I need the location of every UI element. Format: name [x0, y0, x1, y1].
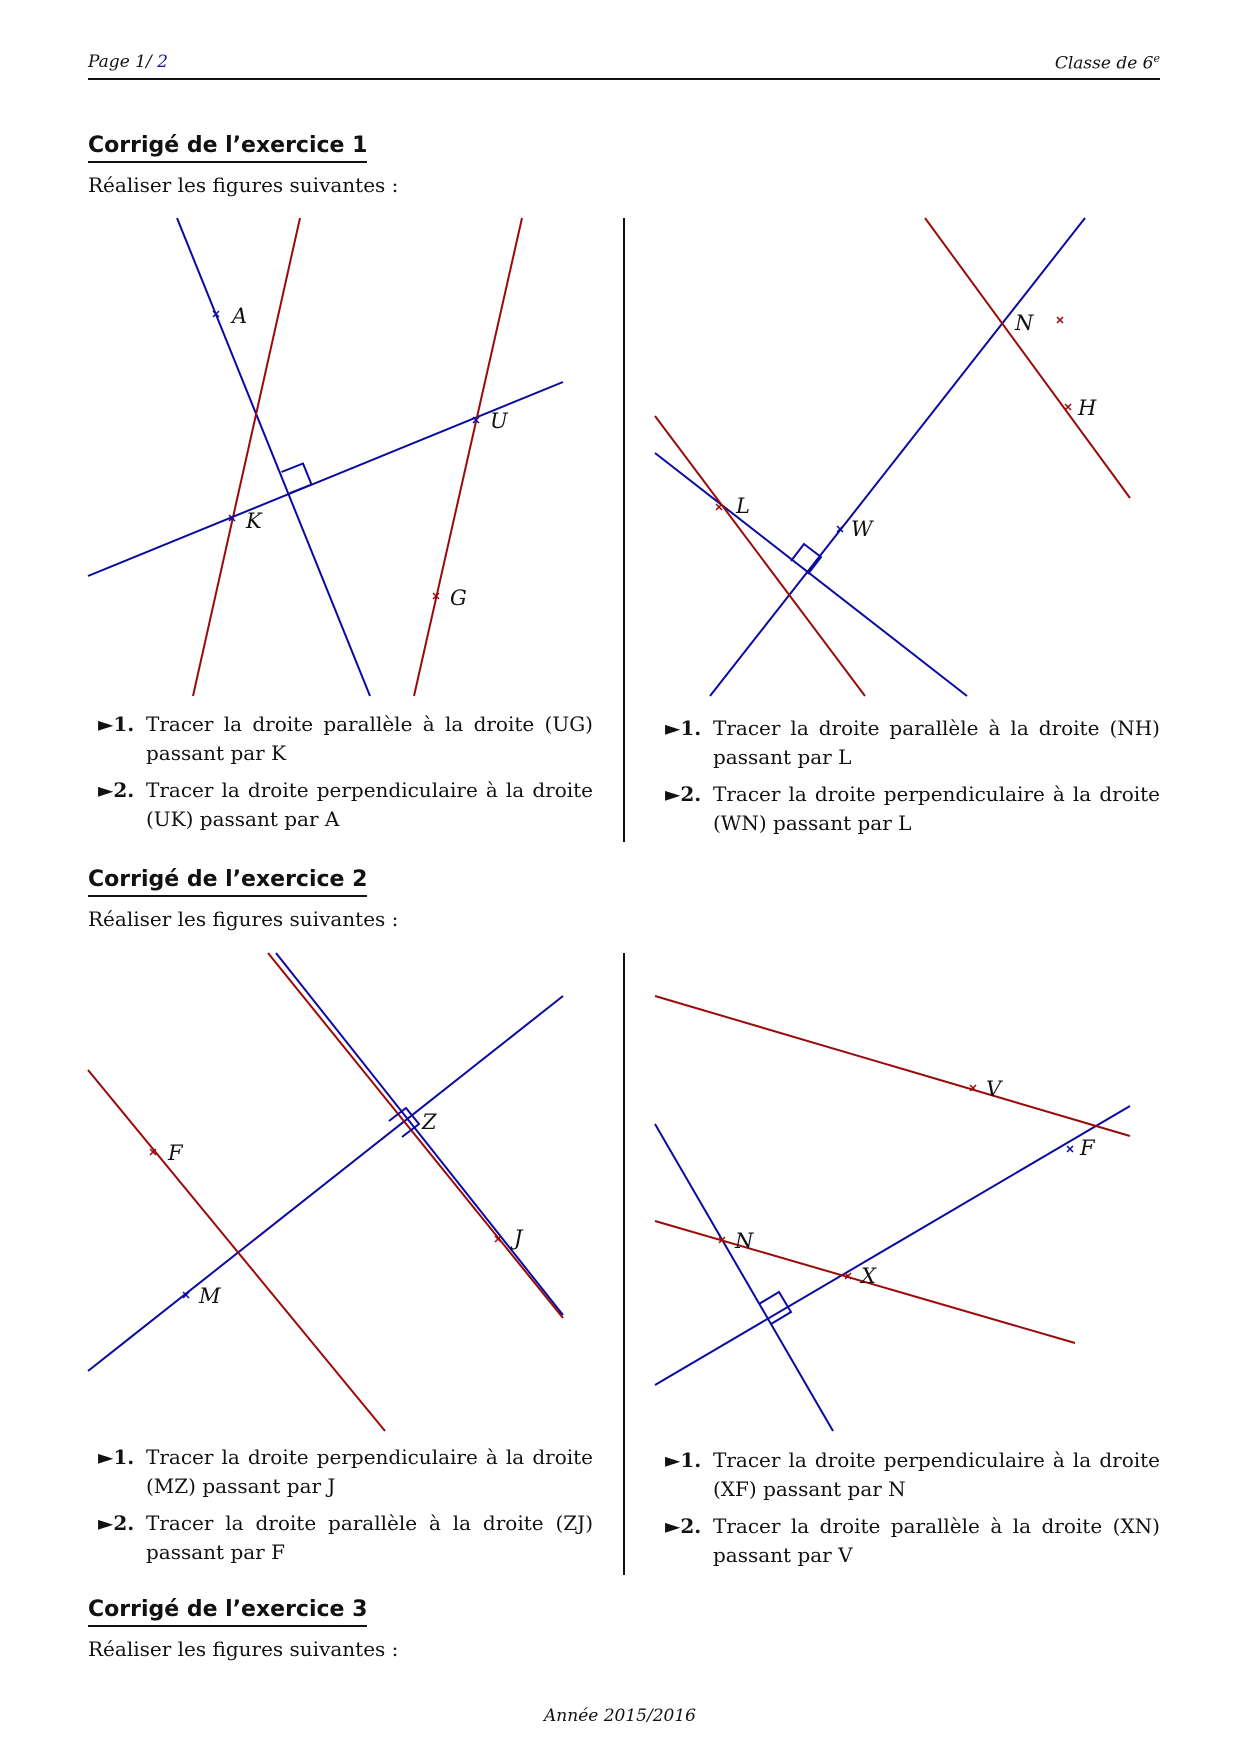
line-blue-perp	[655, 1124, 833, 1431]
column-divider	[623, 218, 625, 842]
question	[655, 1446, 1160, 1504]
point-label-v: V	[986, 1077, 1002, 1101]
questions-1b	[655, 714, 1160, 846]
point-label-u: U	[490, 409, 508, 433]
column-divider	[623, 953, 625, 1575]
exercise-1-title: Corrigé de l’exercice 1	[88, 133, 367, 163]
line-red-parallel	[655, 996, 1130, 1136]
line-mz	[88, 996, 563, 1371]
questions-2a	[88, 1443, 593, 1575]
question-text: Tracer la droite parallèle à la droite (NH) passant par L	[713, 716, 1160, 769]
exercise-1-intro: Réaliser les figures suivantes :	[88, 173, 399, 197]
point-label-h: H	[1078, 396, 1097, 420]
question-number: ►2.	[98, 778, 135, 802]
line-wn	[710, 218, 1085, 696]
question	[88, 710, 593, 768]
question-text: Tracer la droite perpendiculaire à la droite (MZ) passant par J	[146, 1445, 593, 1498]
point-label-j: J	[514, 1226, 523, 1250]
question-text: Tracer la droite perpendiculaire à la droite (UK) passant par A	[146, 778, 593, 831]
question-number: ►2.	[665, 1514, 702, 1538]
point-label-x: X	[861, 1264, 876, 1288]
point-label-k: K	[246, 509, 262, 533]
point-label-l: L	[736, 494, 750, 518]
question-text: Tracer la droite perpendiculaire à la droite (WN) passant par L	[713, 782, 1160, 835]
question-text: Tracer la droite parallèle à la droite (ZJ) passant par F	[146, 1511, 593, 1564]
page-label: Page 1/	[88, 52, 152, 72]
point-label-m: M	[199, 1284, 221, 1308]
point-label-w: W	[851, 517, 873, 541]
class-superscript: e	[1153, 52, 1160, 65]
figure-1a	[88, 218, 568, 696]
question-text: Tracer la droite parallèle à la droite (UG) passant par K	[146, 712, 593, 765]
line-blue-perp	[276, 953, 563, 1315]
point-label-n: N	[1015, 311, 1034, 335]
point-label-f: F	[1080, 1136, 1095, 1160]
page-total-link[interactable]: 2	[157, 52, 168, 72]
point-label-a: A	[232, 304, 248, 328]
exercise-2-title: Corrigé de l’exercice 2	[88, 867, 367, 897]
line-au	[177, 218, 370, 696]
page-footer: Année 2015/2016	[544, 1706, 696, 1726]
question-number: ►1.	[665, 716, 702, 740]
point-label-n: N	[735, 1229, 754, 1253]
question-text: Tracer la droite perpendiculaire à la droite (XF) passant par N	[713, 1448, 1160, 1501]
figure-1b	[655, 218, 1135, 696]
questions-2b	[655, 1446, 1160, 1578]
question	[88, 1509, 593, 1567]
page-header	[88, 50, 1160, 80]
line-red-1	[193, 218, 300, 696]
class-label	[1055, 52, 1160, 74]
question-number: ►1.	[98, 1445, 135, 1469]
question	[655, 714, 1160, 772]
question-number: ►2.	[665, 782, 702, 806]
point-label-z: Z	[422, 1110, 437, 1134]
line-nh	[925, 218, 1130, 498]
question	[88, 1443, 593, 1501]
figure-2a	[88, 953, 568, 1431]
point-label-f: F	[168, 1141, 183, 1165]
question-number: ►1.	[98, 712, 135, 736]
line-blue-perp	[655, 453, 967, 696]
question	[88, 776, 593, 834]
exercise-2-intro: Réaliser les figures suivantes :	[88, 907, 399, 931]
line-zj	[268, 953, 563, 1318]
question-text: Tracer la droite parallèle à la droite (XN) passant par V	[713, 1514, 1160, 1567]
question-number: ►2.	[98, 1511, 135, 1535]
question-number: ►1.	[665, 1448, 702, 1472]
exercise-3-title: Corrigé de l’exercice 3	[88, 1597, 367, 1627]
page-number	[88, 52, 168, 72]
figure-2b	[655, 953, 1135, 1431]
questions-1a	[88, 710, 593, 842]
line-ug	[414, 218, 522, 696]
class-text: Classe de 6	[1054, 53, 1154, 74]
point-label-g: G	[450, 586, 467, 610]
line-red-parallel	[655, 416, 865, 696]
line-red-parallel	[88, 1070, 385, 1431]
question	[655, 1512, 1160, 1570]
exercise-3-intro: Réaliser les figures suivantes :	[88, 1637, 399, 1661]
question	[655, 780, 1160, 838]
